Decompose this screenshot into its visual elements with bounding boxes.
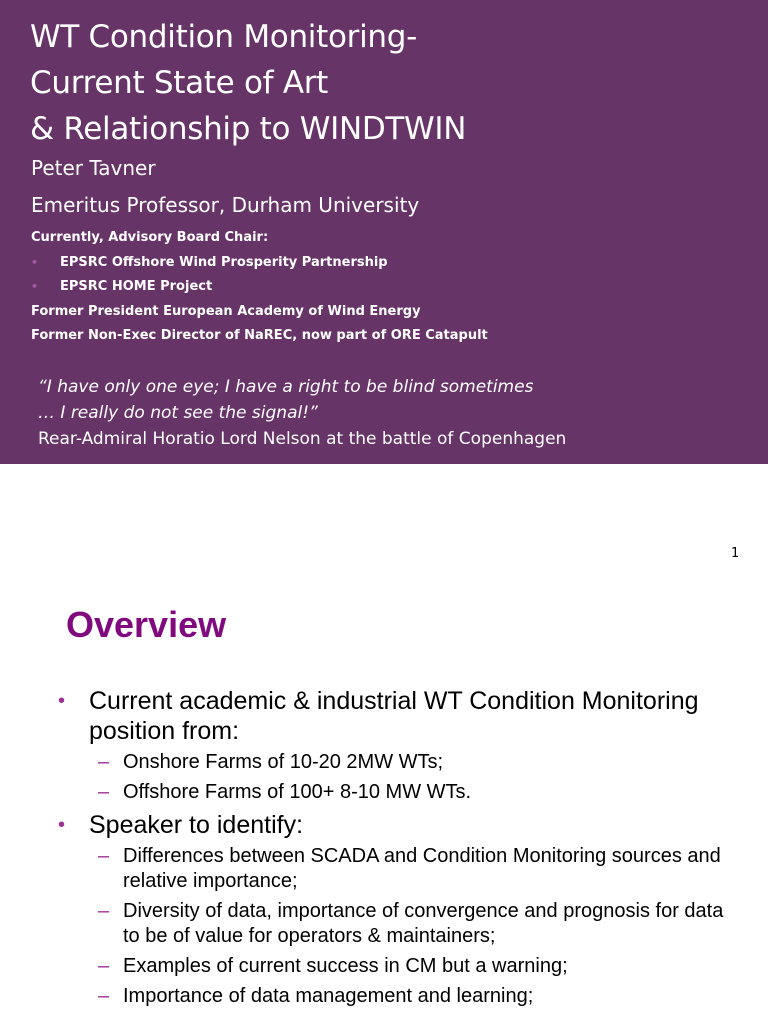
- sub-bullet-item: [89, 844, 736, 894]
- role-subitem: [31, 275, 488, 300]
- sub-bullet-item: [89, 780, 736, 805]
- role-item: Former Non-Exec Director of NaREC, now part of ORE Catapult: [31, 328, 488, 344]
- slide-title-line: & Relationship to WINDTWIN: [30, 111, 467, 147]
- role-item: Currently, Advisory Board Chair:: [31, 230, 269, 245]
- nelson-quote: [38, 374, 533, 426]
- speaker-name: Peter Tavner: [31, 156, 156, 180]
- sub-bullet-list: [89, 844, 736, 1009]
- bullet-text: Current academic & industrial WT Condition Monitoring position from:: [89, 687, 699, 745]
- sub-bullet-text: Importance of data management and learning;: [123, 985, 534, 1007]
- sub-bullet-item: [89, 750, 736, 775]
- sub-bullet-text: Differences between SCADA and Condition Monitoring sources and relative importance;: [123, 845, 721, 892]
- dash-icon: –: [98, 781, 110, 803]
- quote-line: “I have only one eye; I have a right to be blind sometimes: [38, 377, 534, 397]
- bullet-icon: •: [58, 690, 66, 712]
- speaker-affiliation: Emeritus Professor, Durham University: [31, 193, 420, 217]
- bullet-item: [56, 810, 736, 1009]
- sub-bullet-item: [89, 954, 736, 979]
- sub-bullet-item: [89, 984, 736, 1009]
- overview-bullet-list: [56, 686, 736, 1014]
- role-subitem-label: EPSRC HOME Project: [60, 279, 213, 295]
- sub-bullet-text: Examples of current success in CM but a warning;: [123, 955, 568, 977]
- bullet-icon: •: [58, 814, 66, 836]
- overview-title: Overview: [66, 604, 227, 645]
- slide-title: [30, 14, 466, 152]
- bullet-item: [56, 686, 736, 805]
- dash-icon: –: [98, 985, 110, 1007]
- slide-title-line: WT Condition Monitoring-: [30, 19, 417, 55]
- sub-bullet-text: Offshore Farms of 100+ 8-10 MW WTs.: [123, 781, 472, 803]
- quote-line: … I really do not see the signal!”: [38, 403, 318, 423]
- dash-icon: –: [98, 900, 110, 922]
- speaker-roles-list: [31, 226, 488, 349]
- dash-icon: –: [98, 955, 110, 977]
- sub-bullet-text: Onshore Farms of 10-20 2MW WTs;: [123, 751, 444, 773]
- slide-title-line: Current State of Art: [30, 65, 329, 101]
- bullet-icon: •: [31, 280, 39, 294]
- dash-icon: –: [98, 751, 110, 773]
- dash-icon: –: [98, 845, 110, 867]
- bullet-icon: •: [31, 255, 39, 269]
- page-number: 1: [731, 546, 740, 561]
- sub-bullet-list: [89, 750, 736, 805]
- sub-bullet-text: Diversity of data, importance of convergence and prognosis for data to be of value for operators & maintainers;: [123, 900, 724, 947]
- title-slide-banner: [0, 0, 768, 464]
- role-subitem: [31, 251, 488, 276]
- sub-bullet-item: [89, 899, 736, 949]
- quote-attribution: Rear-Admiral Horatio Lord Nelson at the battle of Copenhagen: [38, 429, 567, 449]
- bullet-text: Speaker to identify:: [89, 811, 304, 839]
- role-item: Former President European Academy of Wind Energy: [31, 303, 421, 319]
- role-subitem-label: EPSRC Offshore Wind Prosperity Partnership: [60, 254, 388, 270]
